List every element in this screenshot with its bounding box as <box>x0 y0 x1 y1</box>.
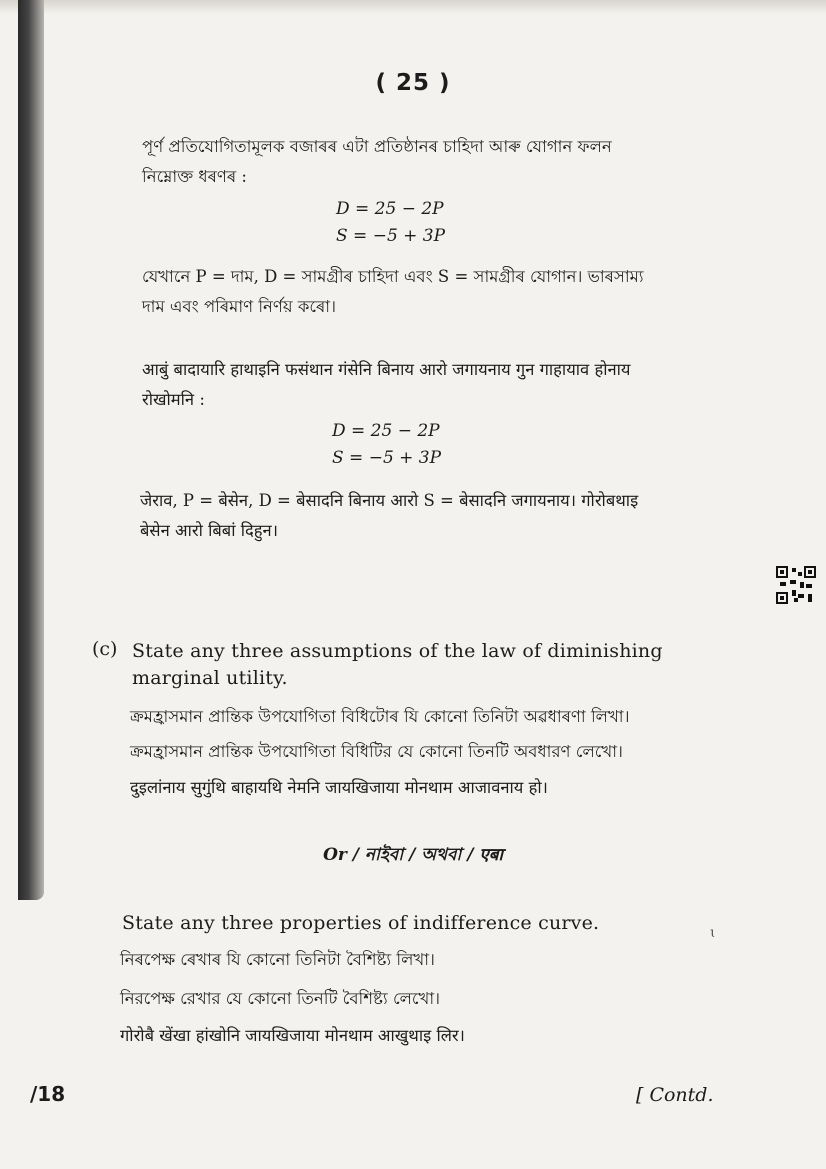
question-alt-assamese: নিৰপেক্ষ ৰেখাৰ যি কোনো তিনিটা বৈশিষ্ট্য লিখা। <box>120 950 435 969</box>
stray-mark: ɩ <box>710 925 716 941</box>
bodo-where-line-2: बेसेन आरो बिबां दिहुन। <box>140 521 278 540</box>
assamese-question <box>142 132 702 192</box>
assamese-where-line-1: যেখানে P = দাম, D = সামগ্ৰীৰ চাহিদা এবং S = সামগ্ৰীৰ যোগান। ভাৰসাম্য <box>142 267 644 286</box>
question-c-english <box>132 638 712 692</box>
bodo-where <box>140 486 700 546</box>
question-c-english-line-2: marginal utility. <box>132 667 288 689</box>
qr-code-icon <box>776 566 816 604</box>
question-c-bodo: दुइलांनाय सुगुंथि बाहायथि नेमनि जायखिजाया मोनथाम आजावनाय हो। <box>130 778 548 797</box>
question-c-assamese: ক্ৰমহ্ৰাসমান প্ৰান্তিক উপযোগিতা বিধিটোৰ যি কোনো তিনিটা অৱধাৰণা লিখা। <box>130 707 630 726</box>
demand-equation: D = 25 − 2P <box>332 421 440 441</box>
equations-block-2 <box>332 418 441 472</box>
bodo-question-line-2: रोखोमनि : <box>142 390 205 409</box>
page-number: ( 25 ) <box>375 70 451 96</box>
question-label: (c) <box>92 638 118 660</box>
question-c-bengali: ক্রমহ্রাসমান প্রান্তিক উপযোগিতা বিধিটির যে কোনো তিনটি অবধারণ লেখো। <box>130 742 623 761</box>
paper-code: /18 <box>30 1082 66 1106</box>
question-alt-bengali: নিরপেক্ষ রেখার যে কোনো তিনটি বৈশিষ্ট্য লেখো। <box>120 989 441 1008</box>
continued-label: [ Contd. <box>636 1084 714 1106</box>
assamese-question-line-2: নিম্নোক্ত ধৰণৰ : <box>142 167 247 186</box>
assamese-where-line-2: দাম এবং পৰিমাণ নিৰ্ণয় কৰো। <box>142 297 336 316</box>
question-c-english-line-1: State any three assumptions of the law of diminishing <box>132 640 663 662</box>
question-alt-bodo: गोरोबै खेंखा हांखोनि जायखिजाया मोनथाम आखुथाइ लिर। <box>120 1026 465 1045</box>
equations-block-1 <box>336 196 445 250</box>
supply-equation: S = −5 + 3P <box>332 448 442 468</box>
page-top-shade <box>0 0 826 14</box>
or-separator: Or / নাইবা / অথবা / एबा <box>323 845 503 865</box>
bodo-question-line-1: आबुं बादायारि हाथाइनि फसंथान गंसेनि बिनाय आरो जगायनाय गुन गाहायाव होनाय <box>142 360 631 379</box>
bodo-where-line-1: जेराव, P = बेसेन, D = बेसादनि बिनाय आरो S = बेसादनि जगायनाय। गोरोबथाइ <box>140 491 639 510</box>
question-alt-english: State any three properties of indifference curve. <box>122 912 600 934</box>
bodo-question <box>142 355 702 415</box>
assamese-question-line-1: পূৰ্ণ প্ৰতিযোগিতামূলক বজাৰৰ এটা প্ৰতিষ্ঠানৰ চাহিদা আৰু যোগান ফলন <box>142 137 612 156</box>
binding-edge <box>18 0 44 900</box>
assamese-where <box>142 262 702 322</box>
demand-equation: D = 25 − 2P <box>336 199 444 219</box>
supply-equation: S = −5 + 3P <box>336 226 446 246</box>
